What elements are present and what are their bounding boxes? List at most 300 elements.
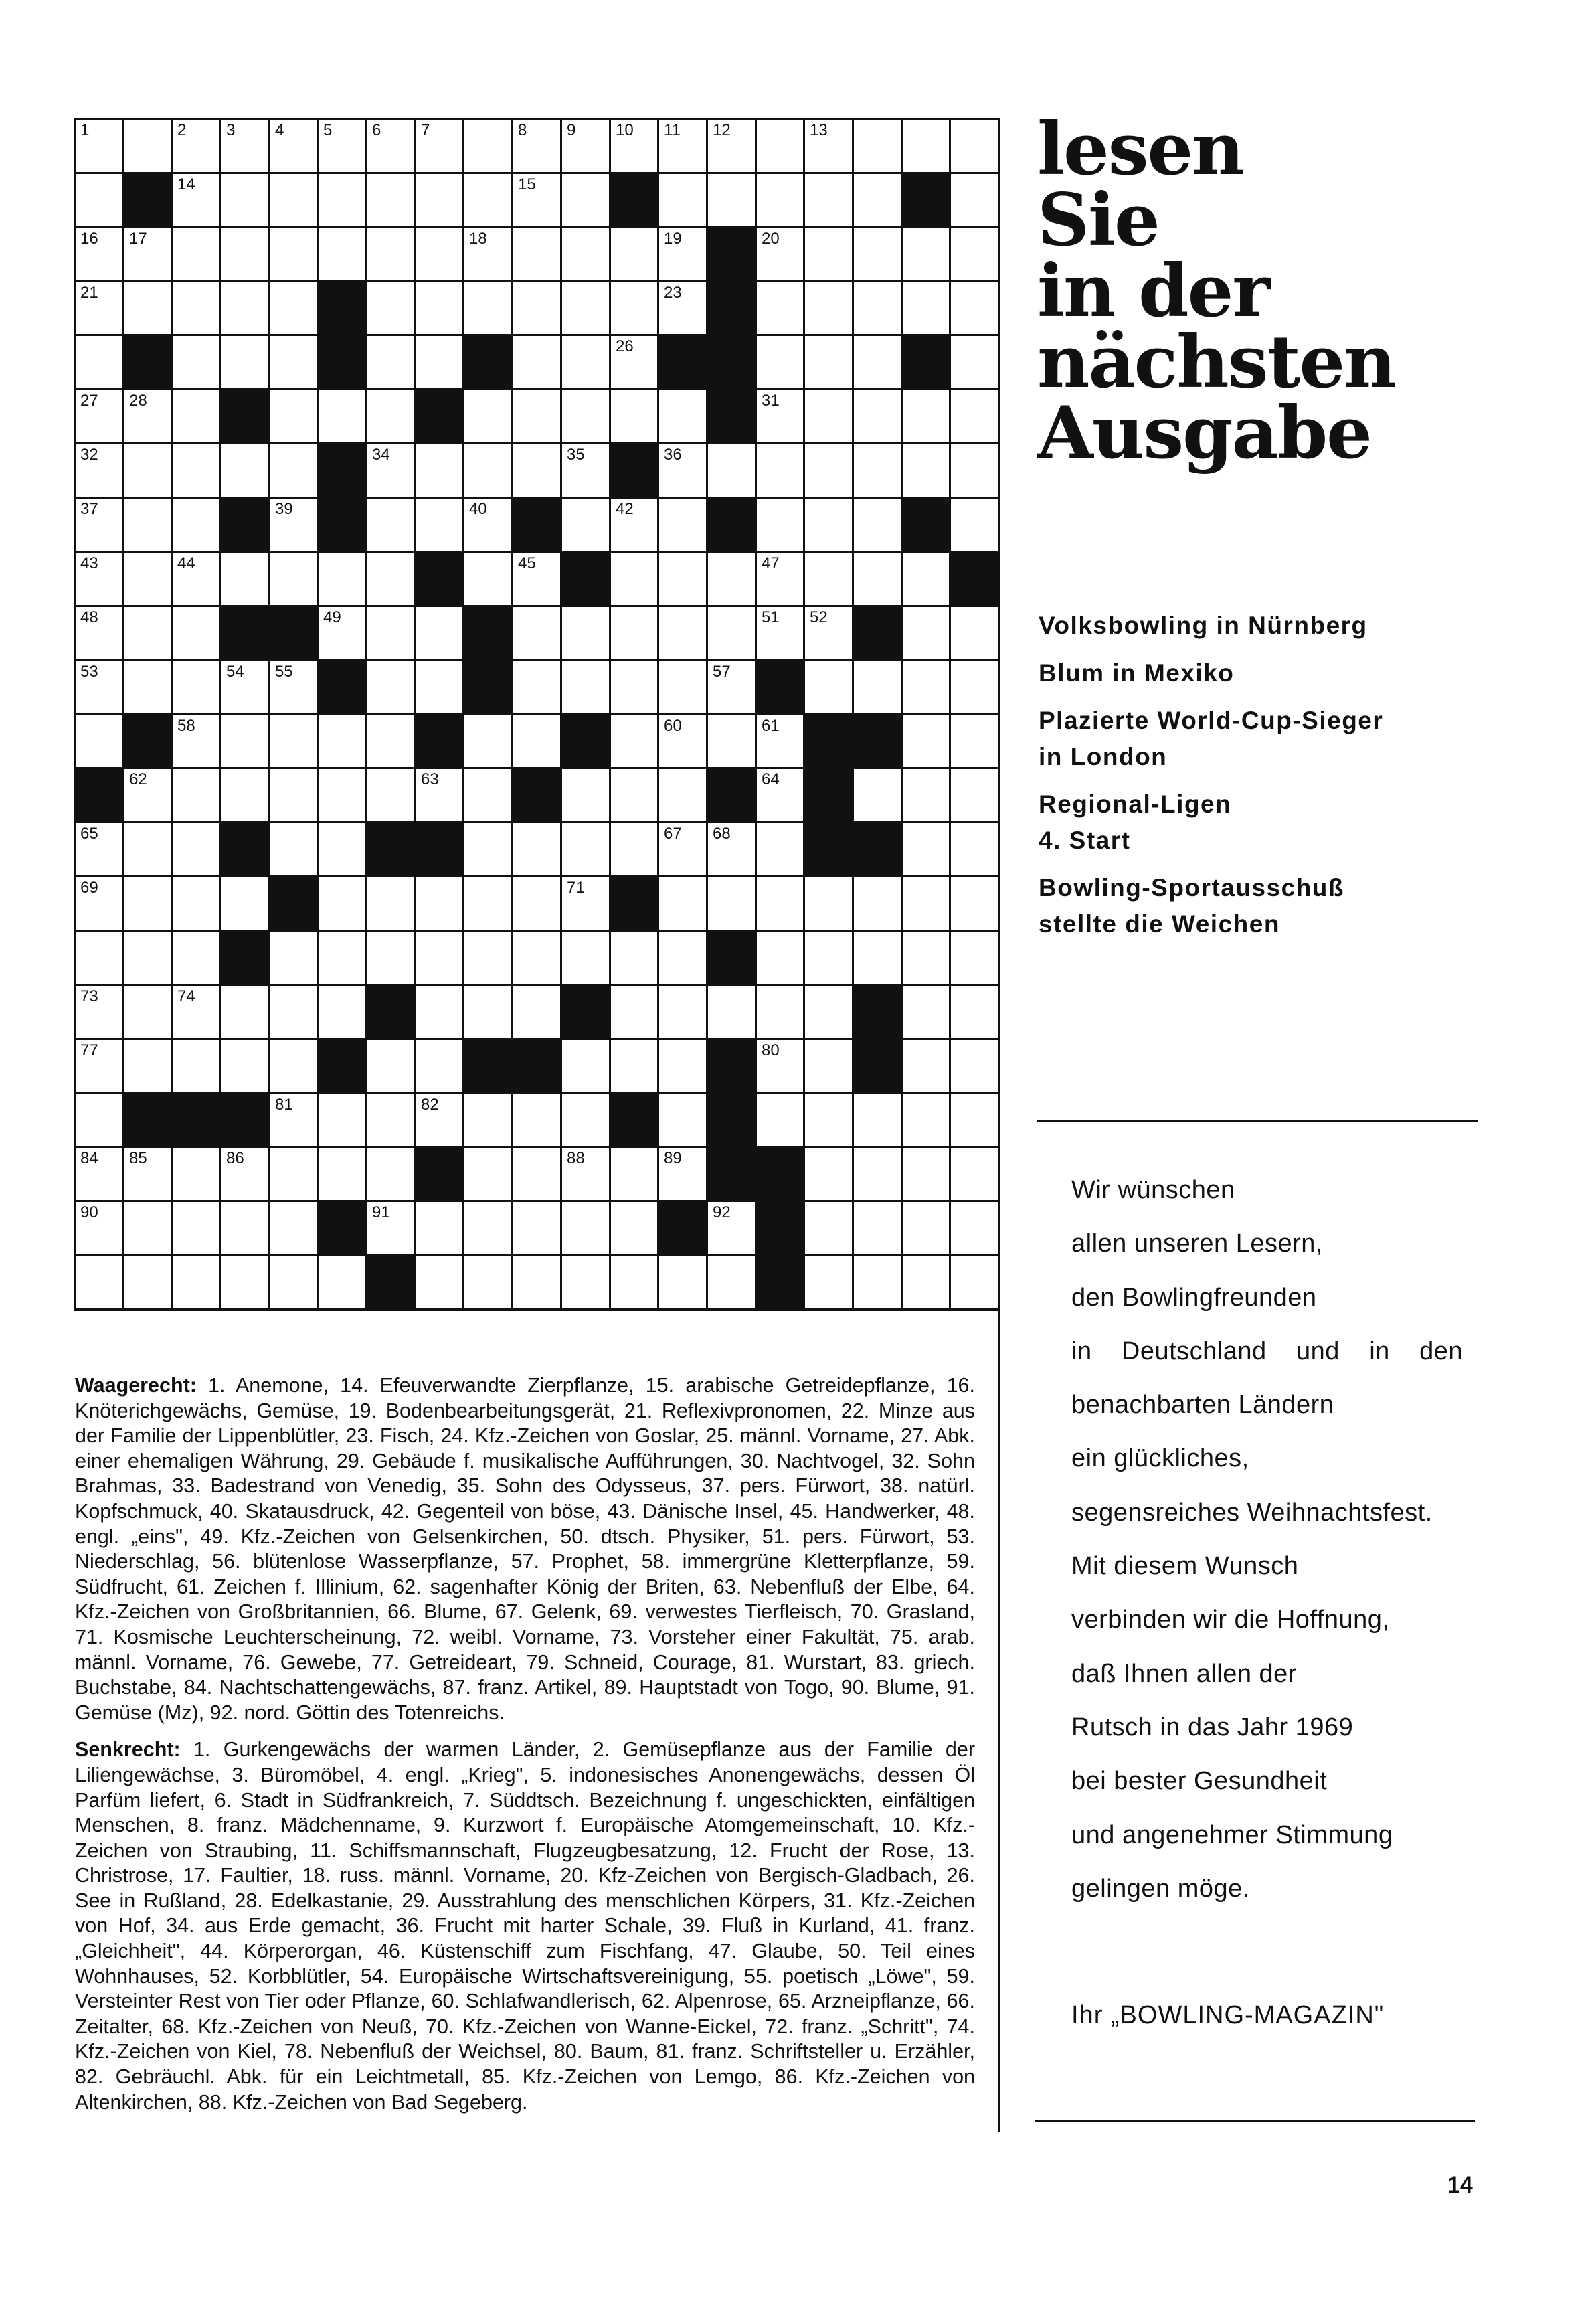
- grid-cell[interactable]: [901, 930, 949, 984]
- grid-cell[interactable]: [803, 930, 852, 984]
- grid-cell[interactable]: [74, 118, 122, 172]
- grid-cell[interactable]: [74, 1038, 122, 1092]
- grid-cell[interactable]: [901, 821, 949, 875]
- grid-cell[interactable]: [122, 930, 171, 984]
- grid-cell[interactable]: [949, 821, 998, 875]
- grid-cell[interactable]: [949, 1254, 998, 1308]
- grid-cell[interactable]: [803, 551, 852, 605]
- grid-cell[interactable]: [560, 659, 609, 713]
- grid-cell[interactable]: [657, 1038, 706, 1092]
- grid-cell[interactable]: [657, 713, 706, 767]
- grid-cell[interactable]: [560, 226, 609, 280]
- grid-cell[interactable]: [803, 442, 852, 497]
- grid-cell[interactable]: [901, 1254, 949, 1308]
- grid-cell[interactable]: [755, 226, 803, 280]
- grid-cell[interactable]: [901, 280, 949, 334]
- grid-cell[interactable]: [122, 551, 171, 605]
- grid-cell[interactable]: [949, 605, 998, 659]
- grid-cell[interactable]: [901, 984, 949, 1038]
- grid-cell[interactable]: [511, 930, 560, 984]
- grid-cell[interactable]: [268, 1254, 317, 1308]
- grid-cell[interactable]: [560, 1092, 609, 1146]
- grid-cell[interactable]: [901, 551, 949, 605]
- grid-cell[interactable]: [74, 226, 122, 280]
- grid-cell[interactable]: [949, 1038, 998, 1092]
- grid-cell[interactable]: [462, 1092, 511, 1146]
- grid-cell[interactable]: [949, 984, 998, 1038]
- grid-cell[interactable]: [706, 551, 755, 605]
- grid-cell[interactable]: [706, 984, 755, 1038]
- grid-cell[interactable]: [462, 1200, 511, 1254]
- grid-cell[interactable]: [803, 388, 852, 442]
- grid-cell[interactable]: [609, 226, 657, 280]
- grid-cell[interactable]: [462, 226, 511, 280]
- grid-cell[interactable]: [609, 551, 657, 605]
- grid-cell[interactable]: [949, 226, 998, 280]
- grid-cell[interactable]: [560, 334, 609, 388]
- grid-cell[interactable]: [949, 767, 998, 821]
- grid-cell[interactable]: [317, 1254, 365, 1308]
- grid-cell[interactable]: [609, 605, 657, 659]
- grid-cell[interactable]: [365, 280, 414, 334]
- grid-cell[interactable]: [317, 226, 365, 280]
- grid-cell[interactable]: [852, 659, 901, 713]
- grid-cell[interactable]: [122, 226, 171, 280]
- grid-cell[interactable]: [852, 442, 901, 497]
- grid-cell[interactable]: [901, 388, 949, 442]
- grid-cell[interactable]: [74, 713, 122, 767]
- grid-cell[interactable]: [803, 659, 852, 713]
- grid-cell[interactable]: [852, 497, 901, 551]
- grid-cell[interactable]: [706, 1254, 755, 1308]
- grid-cell[interactable]: [852, 388, 901, 442]
- grid-cell[interactable]: [462, 442, 511, 497]
- grid-cell[interactable]: [852, 551, 901, 605]
- grid-cell[interactable]: [268, 118, 317, 172]
- grid-cell[interactable]: [755, 605, 803, 659]
- grid-cell[interactable]: [949, 280, 998, 334]
- grid-cell[interactable]: [949, 442, 998, 497]
- grid-cell[interactable]: [414, 172, 462, 226]
- grid-cell[interactable]: [755, 388, 803, 442]
- grid-cell[interactable]: [365, 713, 414, 767]
- grid-cell[interactable]: [803, 984, 852, 1038]
- grid-cell[interactable]: [511, 280, 560, 334]
- grid-cell[interactable]: [414, 280, 462, 334]
- grid-cell[interactable]: [74, 334, 122, 388]
- grid-cell[interactable]: [560, 930, 609, 984]
- grid-cell[interactable]: [755, 334, 803, 388]
- grid-cell[interactable]: [74, 1092, 122, 1146]
- grid-cell[interactable]: [219, 767, 268, 821]
- grid-cell[interactable]: [122, 605, 171, 659]
- grid-cell[interactable]: [511, 713, 560, 767]
- grid-cell[interactable]: [74, 1254, 122, 1308]
- grid-cell[interactable]: [803, 280, 852, 334]
- grid-cell[interactable]: [511, 1254, 560, 1308]
- grid-cell[interactable]: [317, 1146, 365, 1200]
- grid-cell[interactable]: [706, 875, 755, 930]
- grid-cell[interactable]: [560, 821, 609, 875]
- grid-cell[interactable]: [803, 226, 852, 280]
- grid-cell[interactable]: [122, 984, 171, 1038]
- grid-cell[interactable]: [609, 821, 657, 875]
- grid-cell[interactable]: [609, 1038, 657, 1092]
- grid-cell[interactable]: [317, 1092, 365, 1146]
- grid-cell[interactable]: [949, 1146, 998, 1200]
- grid-cell[interactable]: [317, 388, 365, 442]
- grid-cell[interactable]: [365, 442, 414, 497]
- grid-cell[interactable]: [560, 1200, 609, 1254]
- grid-cell[interactable]: [609, 1146, 657, 1200]
- grid-cell[interactable]: [268, 442, 317, 497]
- grid-cell[interactable]: [560, 1146, 609, 1200]
- grid-cell[interactable]: [560, 605, 609, 659]
- grid-cell[interactable]: [901, 226, 949, 280]
- grid-cell[interactable]: [657, 984, 706, 1038]
- grid-cell[interactable]: [122, 497, 171, 551]
- grid-cell[interactable]: [755, 984, 803, 1038]
- grid-cell[interactable]: [171, 388, 219, 442]
- grid-cell[interactable]: [949, 388, 998, 442]
- grid-cell[interactable]: [122, 767, 171, 821]
- grid-cell[interactable]: [462, 388, 511, 442]
- grid-cell[interactable]: [74, 1200, 122, 1254]
- grid-cell[interactable]: [268, 388, 317, 442]
- grid-cell[interactable]: [852, 280, 901, 334]
- grid-cell[interactable]: [511, 226, 560, 280]
- grid-cell[interactable]: [560, 280, 609, 334]
- grid-cell[interactable]: [511, 1146, 560, 1200]
- grid-cell[interactable]: [317, 984, 365, 1038]
- grid-cell[interactable]: [365, 659, 414, 713]
- grid-cell[interactable]: [268, 172, 317, 226]
- grid-cell[interactable]: [219, 280, 268, 334]
- grid-cell[interactable]: [657, 442, 706, 497]
- grid-cell[interactable]: [803, 1200, 852, 1254]
- grid-cell[interactable]: [268, 1146, 317, 1200]
- grid-cell[interactable]: [706, 172, 755, 226]
- grid-cell[interactable]: [317, 551, 365, 605]
- grid-cell[interactable]: [74, 551, 122, 605]
- grid-cell[interactable]: [268, 1200, 317, 1254]
- grid-cell[interactable]: [122, 280, 171, 334]
- grid-cell[interactable]: [657, 930, 706, 984]
- grid-cell[interactable]: [171, 226, 219, 280]
- grid-cell[interactable]: [949, 497, 998, 551]
- grid-cell[interactable]: [74, 280, 122, 334]
- grid-cell[interactable]: [414, 442, 462, 497]
- grid-cell[interactable]: [803, 334, 852, 388]
- grid-cell[interactable]: [414, 605, 462, 659]
- grid-cell[interactable]: [365, 875, 414, 930]
- grid-cell[interactable]: [219, 1146, 268, 1200]
- grid-cell[interactable]: [171, 1146, 219, 1200]
- grid-cell[interactable]: [755, 713, 803, 767]
- grid-cell[interactable]: [414, 1200, 462, 1254]
- grid-cell[interactable]: [657, 551, 706, 605]
- grid-cell[interactable]: [706, 118, 755, 172]
- grid-cell[interactable]: [365, 334, 414, 388]
- grid-cell[interactable]: [268, 984, 317, 1038]
- grid-cell[interactable]: [755, 551, 803, 605]
- grid-cell[interactable]: [414, 767, 462, 821]
- grid-cell[interactable]: [901, 767, 949, 821]
- grid-cell[interactable]: [74, 388, 122, 442]
- grid-cell[interactable]: [414, 659, 462, 713]
- grid-cell[interactable]: [317, 713, 365, 767]
- grid-cell[interactable]: [268, 334, 317, 388]
- grid-cell[interactable]: [219, 334, 268, 388]
- grid-cell[interactable]: [122, 1038, 171, 1092]
- grid-cell[interactable]: [803, 1146, 852, 1200]
- grid-cell[interactable]: [901, 1038, 949, 1092]
- grid-cell[interactable]: [414, 334, 462, 388]
- grid-cell[interactable]: [560, 442, 609, 497]
- grid-cell[interactable]: [755, 280, 803, 334]
- grid-cell[interactable]: [609, 713, 657, 767]
- grid-cell[interactable]: [706, 605, 755, 659]
- grid-cell[interactable]: [560, 172, 609, 226]
- grid-cell[interactable]: [755, 821, 803, 875]
- grid-cell[interactable]: [511, 118, 560, 172]
- grid-cell[interactable]: [171, 1200, 219, 1254]
- grid-cell[interactable]: [852, 1200, 901, 1254]
- grid-cell[interactable]: [74, 821, 122, 875]
- grid-cell[interactable]: [852, 172, 901, 226]
- grid-cell[interactable]: [219, 984, 268, 1038]
- grid-cell[interactable]: [560, 767, 609, 821]
- grid-cell[interactable]: [803, 605, 852, 659]
- grid-cell[interactable]: [74, 1146, 122, 1200]
- grid-cell[interactable]: [171, 875, 219, 930]
- grid-cell[interactable]: [560, 497, 609, 551]
- grid-cell[interactable]: [560, 1038, 609, 1092]
- grid-cell[interactable]: [219, 172, 268, 226]
- grid-cell[interactable]: [219, 226, 268, 280]
- grid-cell[interactable]: [803, 1038, 852, 1092]
- grid-cell[interactable]: [609, 930, 657, 984]
- grid-cell[interactable]: [462, 767, 511, 821]
- grid-cell[interactable]: [609, 118, 657, 172]
- grid-cell[interactable]: [511, 875, 560, 930]
- grid-cell[interactable]: [365, 551, 414, 605]
- grid-cell[interactable]: [365, 1146, 414, 1200]
- grid-cell[interactable]: [414, 1038, 462, 1092]
- grid-cell[interactable]: [657, 605, 706, 659]
- grid-cell[interactable]: [949, 1200, 998, 1254]
- grid-cell[interactable]: [122, 875, 171, 930]
- grid-cell[interactable]: [414, 226, 462, 280]
- grid-cell[interactable]: [365, 1200, 414, 1254]
- grid-cell[interactable]: [852, 875, 901, 930]
- grid-cell[interactable]: [414, 875, 462, 930]
- grid-cell[interactable]: [803, 1254, 852, 1308]
- grid-cell[interactable]: [268, 497, 317, 551]
- grid-cell[interactable]: [317, 605, 365, 659]
- grid-cell[interactable]: [414, 1254, 462, 1308]
- grid-cell[interactable]: [365, 767, 414, 821]
- grid-cell[interactable]: [803, 172, 852, 226]
- grid-cell[interactable]: [511, 605, 560, 659]
- grid-cell[interactable]: [268, 280, 317, 334]
- grid-cell[interactable]: [268, 821, 317, 875]
- grid-cell[interactable]: [219, 442, 268, 497]
- grid-cell[interactable]: [949, 875, 998, 930]
- grid-cell[interactable]: [365, 388, 414, 442]
- grid-cell[interactable]: [122, 1146, 171, 1200]
- grid-cell[interactable]: [755, 875, 803, 930]
- grid-cell[interactable]: [317, 172, 365, 226]
- grid-cell[interactable]: [901, 659, 949, 713]
- grid-cell[interactable]: [219, 1254, 268, 1308]
- grid-cell[interactable]: [462, 280, 511, 334]
- grid-cell[interactable]: [317, 930, 365, 984]
- grid-cell[interactable]: [706, 713, 755, 767]
- grid-cell[interactable]: [755, 118, 803, 172]
- grid-cell[interactable]: [901, 118, 949, 172]
- grid-cell[interactable]: [462, 497, 511, 551]
- grid-cell[interactable]: [317, 118, 365, 172]
- grid-cell[interactable]: [171, 497, 219, 551]
- grid-cell[interactable]: [949, 172, 998, 226]
- grid-cell[interactable]: [171, 821, 219, 875]
- grid-cell[interactable]: [365, 1092, 414, 1146]
- grid-cell[interactable]: [219, 551, 268, 605]
- grid-cell[interactable]: [609, 984, 657, 1038]
- grid-cell[interactable]: [609, 767, 657, 821]
- grid-cell[interactable]: [949, 659, 998, 713]
- grid-cell[interactable]: [511, 388, 560, 442]
- grid-cell[interactable]: [122, 659, 171, 713]
- grid-cell[interactable]: [171, 659, 219, 713]
- grid-cell[interactable]: [414, 930, 462, 984]
- grid-cell[interactable]: [949, 334, 998, 388]
- grid-cell[interactable]: [511, 821, 560, 875]
- grid-cell[interactable]: [365, 172, 414, 226]
- grid-cell[interactable]: [74, 605, 122, 659]
- grid-cell[interactable]: [901, 605, 949, 659]
- grid-cell[interactable]: [609, 388, 657, 442]
- grid-cell[interactable]: [414, 1092, 462, 1146]
- grid-cell[interactable]: [268, 767, 317, 821]
- grid-cell[interactable]: [511, 172, 560, 226]
- grid-cell[interactable]: [657, 1146, 706, 1200]
- grid-cell[interactable]: [171, 1254, 219, 1308]
- grid-cell[interactable]: [706, 1200, 755, 1254]
- grid-cell[interactable]: [609, 1254, 657, 1308]
- grid-cell[interactable]: [901, 1200, 949, 1254]
- grid-cell[interactable]: [609, 280, 657, 334]
- grid-cell[interactable]: [755, 1092, 803, 1146]
- grid-cell[interactable]: [852, 334, 901, 388]
- grid-cell[interactable]: [511, 659, 560, 713]
- grid-cell[interactable]: [901, 1146, 949, 1200]
- grid-cell[interactable]: [171, 172, 219, 226]
- grid-cell[interactable]: [462, 118, 511, 172]
- grid-cell[interactable]: [657, 280, 706, 334]
- grid-cell[interactable]: [122, 118, 171, 172]
- grid-cell[interactable]: [219, 1200, 268, 1254]
- grid-cell[interactable]: [511, 1092, 560, 1146]
- grid-cell[interactable]: [706, 442, 755, 497]
- grid-cell[interactable]: [122, 821, 171, 875]
- grid-cell[interactable]: [317, 767, 365, 821]
- grid-cell[interactable]: [609, 497, 657, 551]
- grid-cell[interactable]: [122, 388, 171, 442]
- grid-cell[interactable]: [365, 497, 414, 551]
- grid-cell[interactable]: [657, 497, 706, 551]
- grid-cell[interactable]: [657, 118, 706, 172]
- grid-cell[interactable]: [462, 821, 511, 875]
- grid-cell[interactable]: [462, 1254, 511, 1308]
- grid-cell[interactable]: [365, 1038, 414, 1092]
- grid-cell[interactable]: [901, 442, 949, 497]
- grid-cell[interactable]: [511, 442, 560, 497]
- grid-cell[interactable]: [560, 388, 609, 442]
- grid-cell[interactable]: [657, 767, 706, 821]
- grid-cell[interactable]: [657, 226, 706, 280]
- grid-cell[interactable]: [901, 1092, 949, 1146]
- grid-cell[interactable]: [949, 118, 998, 172]
- grid-cell[interactable]: [511, 551, 560, 605]
- grid-cell[interactable]: [171, 334, 219, 388]
- grid-cell[interactable]: [171, 280, 219, 334]
- grid-cell[interactable]: [74, 930, 122, 984]
- grid-cell[interactable]: [949, 930, 998, 984]
- grid-cell[interactable]: [706, 821, 755, 875]
- grid-cell[interactable]: [268, 551, 317, 605]
- grid-cell[interactable]: [949, 713, 998, 767]
- grid-cell[interactable]: [462, 875, 511, 930]
- grid-cell[interactable]: [609, 334, 657, 388]
- grid-cell[interactable]: [219, 1038, 268, 1092]
- grid-cell[interactable]: [268, 930, 317, 984]
- grid-cell[interactable]: [365, 226, 414, 280]
- grid-cell[interactable]: [74, 442, 122, 497]
- grid-cell[interactable]: [462, 984, 511, 1038]
- grid-cell[interactable]: [657, 875, 706, 930]
- grid-cell[interactable]: [219, 659, 268, 713]
- grid-cell[interactable]: [852, 1092, 901, 1146]
- grid-cell[interactable]: [755, 497, 803, 551]
- grid-cell[interactable]: [706, 659, 755, 713]
- grid-cell[interactable]: [803, 875, 852, 930]
- grid-cell[interactable]: [657, 1092, 706, 1146]
- grid-cell[interactable]: [365, 118, 414, 172]
- grid-cell[interactable]: [511, 334, 560, 388]
- grid-cell[interactable]: [852, 1146, 901, 1200]
- grid-cell[interactable]: [852, 930, 901, 984]
- grid-cell[interactable]: [74, 497, 122, 551]
- grid-cell[interactable]: [462, 1146, 511, 1200]
- grid-cell[interactable]: [901, 875, 949, 930]
- grid-cell[interactable]: [511, 984, 560, 1038]
- grid-cell[interactable]: [414, 118, 462, 172]
- grid-cell[interactable]: [171, 767, 219, 821]
- grid-cell[interactable]: [852, 1254, 901, 1308]
- grid-cell[interactable]: [511, 1200, 560, 1254]
- grid-cell[interactable]: [171, 1038, 219, 1092]
- grid-cell[interactable]: [122, 442, 171, 497]
- grid-cell[interactable]: [171, 930, 219, 984]
- grid-cell[interactable]: [609, 659, 657, 713]
- grid-cell[interactable]: [219, 118, 268, 172]
- grid-cell[interactable]: [414, 497, 462, 551]
- grid-cell[interactable]: [803, 497, 852, 551]
- grid-cell[interactable]: [171, 713, 219, 767]
- grid-cell[interactable]: [317, 821, 365, 875]
